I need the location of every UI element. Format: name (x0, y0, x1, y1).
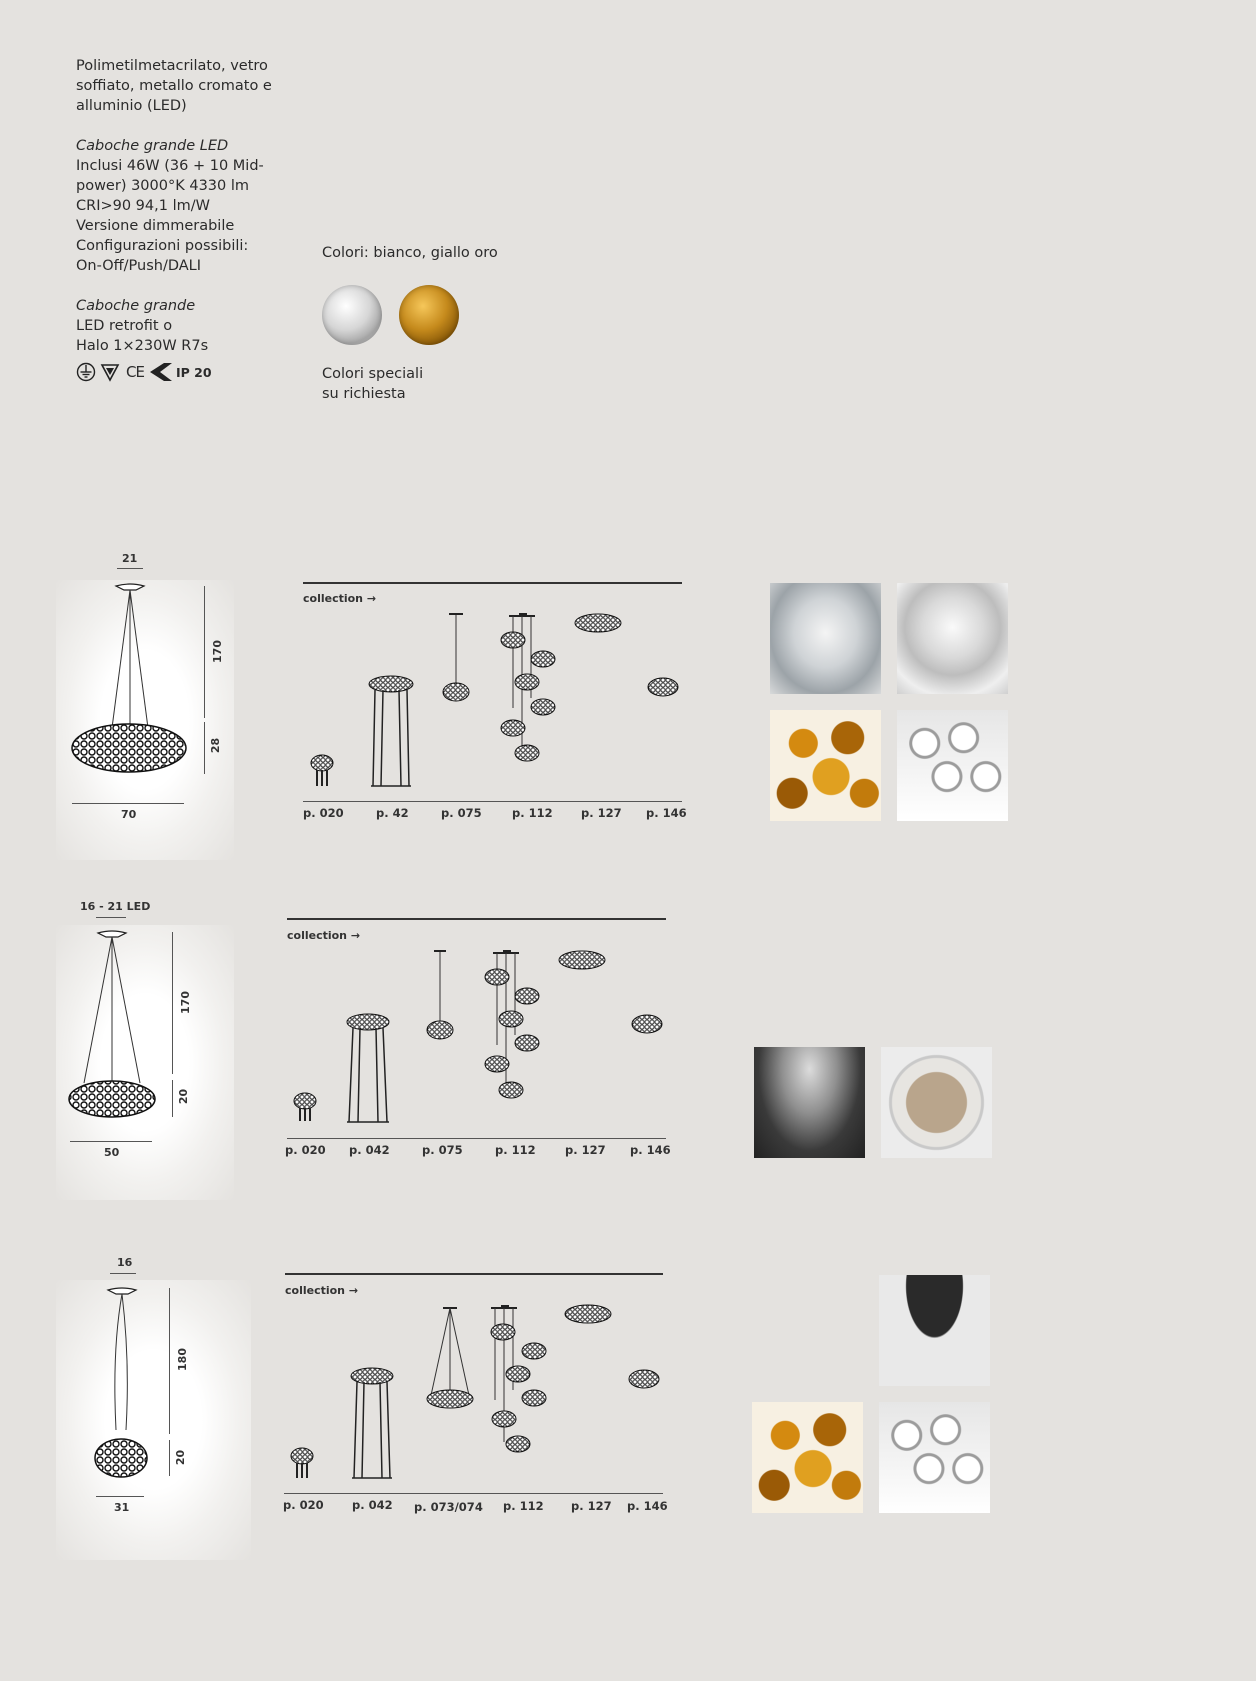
collection-top-rule (285, 1273, 663, 1275)
page-ref: p. 020 (303, 806, 344, 820)
ce-mark: CE (126, 363, 144, 381)
led-spec-line: CRI>90 94,1 lm/W (76, 198, 210, 214)
led-spec-line: On-Off/Push/DALI (76, 258, 202, 274)
detail-photo-gold-elements (770, 710, 881, 821)
detail-photo-led-interior (754, 1047, 865, 1158)
color-swatch-white (322, 285, 382, 345)
led-model-name: Caboche grande LED (76, 138, 229, 154)
page-ref: p. 127 (571, 1499, 612, 1513)
materials-line: soffiato, metallo cromato e (76, 78, 272, 94)
page-ref: p. 042 (349, 1143, 390, 1157)
page-ref: p. 42 (376, 806, 409, 820)
page-ref: p. 146 (627, 1499, 668, 1513)
dim-line (96, 917, 126, 918)
page-ref: p. 073/074 (414, 1500, 483, 1514)
materials-line: alluminio (LED) (76, 98, 187, 114)
page-ref: p. 112 (512, 806, 553, 820)
materials-line: Polimetilmetacrilato, vetro (76, 58, 268, 74)
collection-top-rule (287, 918, 666, 920)
detail-photo-ceiling-mount (879, 1275, 990, 1386)
collection-baseline (284, 1493, 663, 1494)
page-ref: p. 146 (630, 1143, 671, 1157)
page-ref: p. 146 (646, 806, 687, 820)
ground-icon (76, 362, 96, 382)
dim-width: 70 (121, 808, 137, 821)
collection-top-rule (303, 582, 682, 584)
dim-top: 16 - 21 LED (80, 900, 151, 913)
dim-top: 16 (117, 1256, 133, 1269)
dim-line (204, 722, 205, 774)
dim-line (117, 568, 143, 569)
halo-model-name: Caboche grande (76, 298, 196, 314)
special-colors-line: Colori speciali (322, 366, 424, 382)
detail-photo-clear-shade (897, 583, 1008, 694)
page-ref: p. 020 (285, 1143, 326, 1157)
dim-line (110, 1273, 136, 1274)
collection-label: collection → (285, 1284, 359, 1297)
special-colors-note (322, 364, 482, 404)
page-ref: p. 042 (352, 1498, 393, 1512)
dim-line (204, 586, 205, 718)
led-spec-line: Inclusi 46W (36 + 10 Mid- (76, 158, 264, 174)
page-ref: p. 127 (565, 1143, 606, 1157)
pendant-drawing-medium (56, 925, 234, 1125)
dim-line (172, 1080, 173, 1117)
detail-photo-canopy (770, 583, 881, 694)
dim-line (72, 803, 184, 804)
collection-baseline (303, 801, 682, 802)
collection-lineup (303, 610, 683, 800)
spec-block (76, 56, 306, 356)
collection-lineup (285, 1302, 665, 1492)
triangle-f-icon (100, 362, 120, 382)
pendant-drawing-large (56, 580, 234, 780)
collection-label: collection → (303, 592, 377, 605)
certification-icons (76, 361, 212, 383)
dim-width: 50 (104, 1146, 120, 1159)
dim-line (169, 1440, 170, 1476)
colors-title: Colori: bianco, giallo oro (322, 245, 498, 261)
dim-top: 21 (122, 552, 138, 565)
dim-width: 31 (114, 1501, 130, 1514)
ip-rating: IP 20 (175, 364, 212, 380)
special-colors-line: su richiesta (322, 386, 406, 402)
dim-height: 170 (210, 640, 224, 663)
halo-spec-line: Halo 1×230W R7s (76, 338, 209, 354)
detail-photo-gold-elements (752, 1402, 863, 1513)
dim-line (169, 1288, 170, 1434)
page-ref: p. 020 (283, 1498, 324, 1512)
dim-line (70, 1141, 152, 1142)
dim-height: 170 (178, 991, 192, 1014)
detail-photo-white-elements (897, 710, 1008, 821)
page-ref: p. 075 (422, 1143, 463, 1157)
dim-body: 20 (174, 1449, 188, 1466)
page-ref: p. 112 (503, 1499, 544, 1513)
dim-body: 28 (209, 737, 223, 754)
page-ref: p. 112 (495, 1143, 536, 1157)
page-ref: p. 127 (581, 806, 622, 820)
halo-spec-line: LED retrofit o (76, 318, 173, 334)
led-spec-line: Versione dimmerabile (76, 218, 235, 234)
dim-line (172, 932, 173, 1074)
led-spec-line: power) 3000°K 4330 lm (76, 178, 250, 194)
led-spec-line: Configurazioni possibili: (76, 238, 249, 254)
color-swatch-gold (399, 285, 459, 345)
class-ii-arrow-icon (150, 362, 172, 382)
page-ref: p. 075 (441, 806, 482, 820)
detail-photo-white-elements (879, 1402, 990, 1513)
detail-photo-led-module (881, 1047, 992, 1158)
dim-body: 20 (177, 1088, 191, 1105)
dim-line (96, 1496, 144, 1497)
collection-label: collection → (287, 929, 361, 942)
collection-baseline (287, 1138, 666, 1139)
collection-lineup (287, 947, 667, 1137)
dim-height: 180 (175, 1348, 189, 1371)
pendant-drawing-small (56, 1280, 234, 1480)
